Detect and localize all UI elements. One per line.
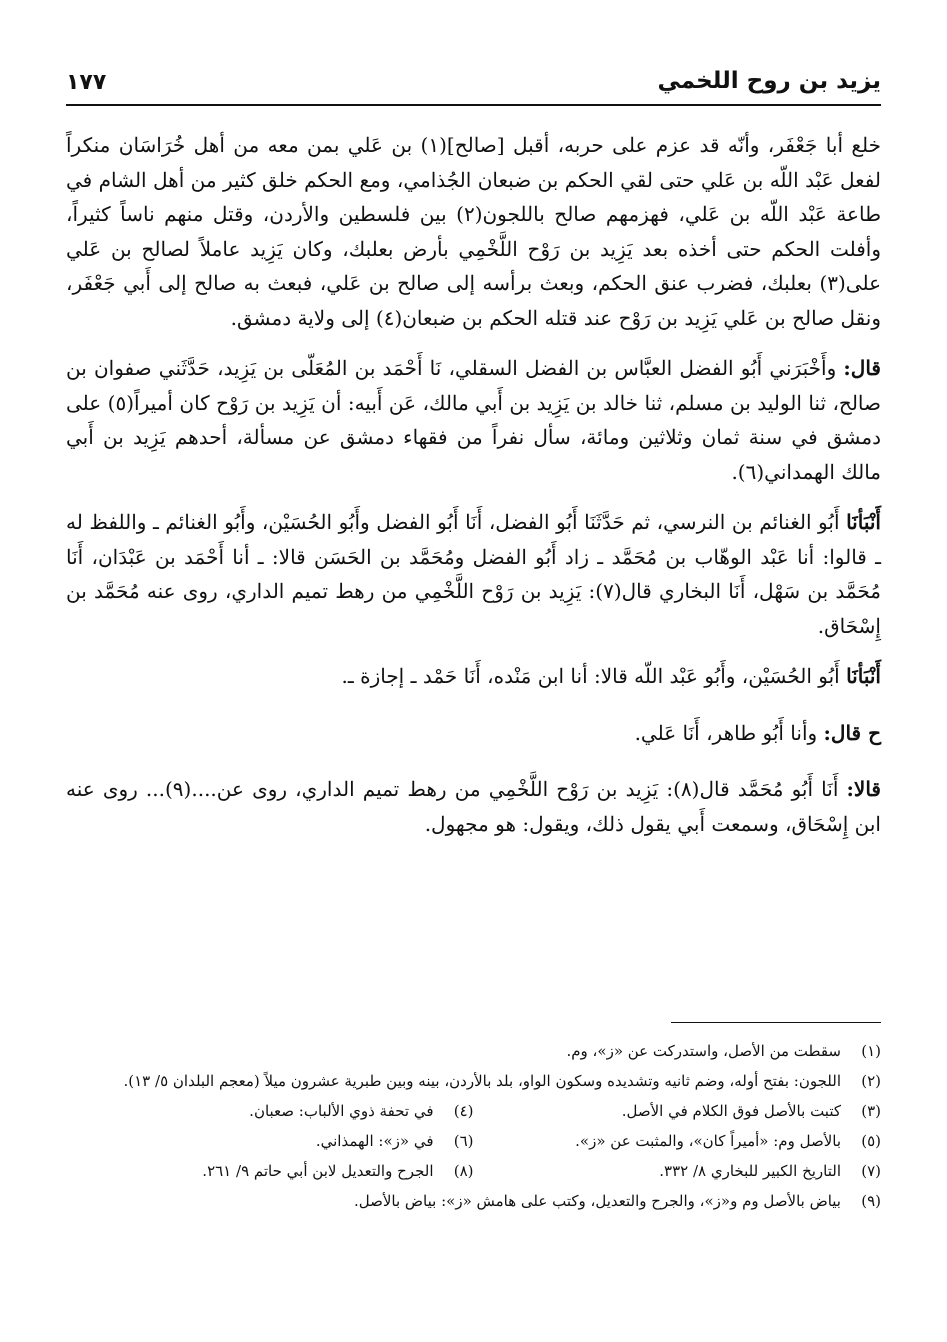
paragraph-5-label: ح قال:	[823, 720, 881, 745]
page-header	[66, 62, 881, 106]
footnote-number: (٣)	[861, 1102, 881, 1120]
footnote-9	[66, 1186, 881, 1216]
footnote-text: في «ز»: الهمذاني.	[315, 1132, 434, 1150]
footnote-8	[66, 1156, 474, 1186]
footnote-separator	[671, 1022, 881, 1023]
footnote-text: التاريخ الكبير للبخاري ٨/ ٣٣٢.	[659, 1162, 841, 1180]
paragraph-1	[66, 128, 881, 335]
footnote-number: (٤)	[453, 1102, 474, 1120]
footnote-4	[66, 1096, 474, 1126]
footnote-number: (٢)	[861, 1072, 881, 1090]
running-title: يزيد بن روح اللخمي	[657, 68, 881, 94]
footnote-text: كتبت بالأصل فوق الكلام في الأصل.	[621, 1102, 841, 1120]
paragraph-2-text: وأَخْبَرَني أَبُو الفضل العبَّاس بن الفضل السقلي، نَا أَحْمَد بن المُعَلّى بن يَزِيد، حَدَّثَني صفوان بن صالح، ثنا الوليد بن مسلم، ثنا خالد بن يَزِيد بن أَبي مالك، عَن أَبيه: أن يَزِيد بن رَوْح كان أميراً(٥) على دمشق في سنة ثمان وثلاثين ومائة، سأل نفراً من فقهاء دمشق عن مسألة، أحدهم يَزِيد بن أَبي مالك الهمداني(٦).	[66, 356, 881, 484]
paragraph-1-text: خلع أبا جَعْفَر، وأنّه قد عزم على حربه، أقبل [صالح](١) بن عَلي بمن معه من أهل خُرَاسَان منكراً لفعل عَبْد اللّه بن عَلي حتى لقي الحكم بن ضبعان الجُذامي، ومع الحكم خلق كثير من أهل الشام في طاعة عَبْد اللّه بن عَلي، فهزمهم صالح باللجون(٢) بين فلسطين والأردن، وقتل منهم ناساً كثيراً، وأفلت الحكم حتى أخذه بعد يَزِيد بن رَوْح اللَّخْمِي بأرض بعلبك، وكان يَزِيد عاملاً لصالح بن عَلي على(٣) بعلبك، فضرب عنق الحكم، وبعث برأسه إلى صالح بن عَلي، فبعث به صالح إلى أَبي جَعْفَر، ونقل صالح بن عَلي يَزِيد بن رَوْح عند قتله الحكم بن ضبعان(٤) إلى ولاية دمشق.	[66, 133, 882, 330]
footnote-text: بالأصل وم: «أميراً كان»، والمثبت عن «ز».	[575, 1132, 841, 1150]
footnote-3	[474, 1096, 882, 1126]
footnote-number: (٥)	[861, 1132, 881, 1150]
footnote-text: في تحفة ذوي الألباب: صعبان.	[249, 1102, 434, 1120]
footnote-number: (٩)	[861, 1192, 881, 1210]
paragraph-4-text: أَبُو الحُسَيْن، وأَبُو عَبْد اللّه قالا: أنا ابن مَنْده، أَنَا حَمْد ـ إجازة ـ.	[341, 664, 840, 688]
page-number: ١٧٧	[66, 70, 107, 95]
main-text	[66, 128, 881, 857]
paragraph-2-label: قال:	[843, 356, 881, 380]
header-rule	[66, 104, 881, 106]
footnotes	[66, 1036, 881, 1216]
paragraph-3-label: أَنْبَأنَا	[846, 510, 881, 534]
footnote-2	[66, 1066, 881, 1096]
paragraph-6-text: أَنَا أَبُو مُحَمَّد قال(٨): يَزِيد بن رَوْح اللَّخْمِي من رهط تميم الداري، روى عن....(٩)... روى عنه ابن إِسْحَاق، وسمعت أَبي يقول ذلك، ويقول: هو مجهول.	[66, 777, 881, 836]
footnote-number: (٧)	[861, 1162, 881, 1180]
footnote-5	[474, 1126, 882, 1156]
footnote-text: بياض بالأصل وم و«ز»، والجرح والتعديل، وكتب على هامش «ز»: بياض بالأصل.	[353, 1192, 841, 1210]
paragraph-6-label: قالا:	[846, 777, 881, 801]
footnote-text: سقطت من الأصل، واستدركت عن «ز»، وم.	[566, 1042, 841, 1060]
footnote-1	[66, 1036, 881, 1066]
paragraph-2	[66, 351, 881, 489]
paragraph-3	[66, 505, 881, 643]
paragraph-5	[66, 716, 881, 751]
footnote-text: اللجون: بفتح أوله، وضم ثانيه وتشديده وسكون الواو، بلد بالأردن، بينه وبين طبرية عشرون ميلاً (معجم البلدان ٥/ ١٣).	[123, 1072, 841, 1090]
paragraph-4-label: أَنْبَأنَا	[846, 664, 881, 688]
footnote-number: (٦)	[453, 1132, 474, 1150]
footnote-6	[66, 1126, 474, 1156]
footnote-7	[474, 1156, 882, 1186]
paragraph-4	[66, 659, 881, 694]
footnote-number: (١)	[861, 1042, 881, 1060]
paragraph-6	[66, 772, 881, 841]
footnote-number: (٨)	[453, 1162, 474, 1180]
paragraph-5-text: وأنا أَبُو طاهر، أَنَا عَلي.	[634, 720, 818, 745]
footnote-text: الجرح والتعديل لابن أبي حاتم ٩/ ٢٦١.	[202, 1162, 434, 1180]
paragraph-3-text: أَبُو الغنائم بن النرسي، ثم حَدَّثَنَا أَبُو الفضل، أَنَا أَبُو الفضل وأَبُو الحُسَيْن، وأَبُو الغنائم ـ واللفظ له ـ قالوا: أنا عَبْد الوهّاب بن مُحَمَّد ـ زاد أَبُو الفضل ومُحَمَّد بن الحَسَن قالا: ـ أنا أَحْمَد بن عَبْدَان، أَنَا مُحَمَّد بن سَهْل، أَنَا البخاري قال(٧): يَزِيد بن رَوْح اللَّخْمِي من رهط تميم الداري، روى عنه مُحَمَّد بن إِسْحَاق.	[66, 510, 882, 638]
